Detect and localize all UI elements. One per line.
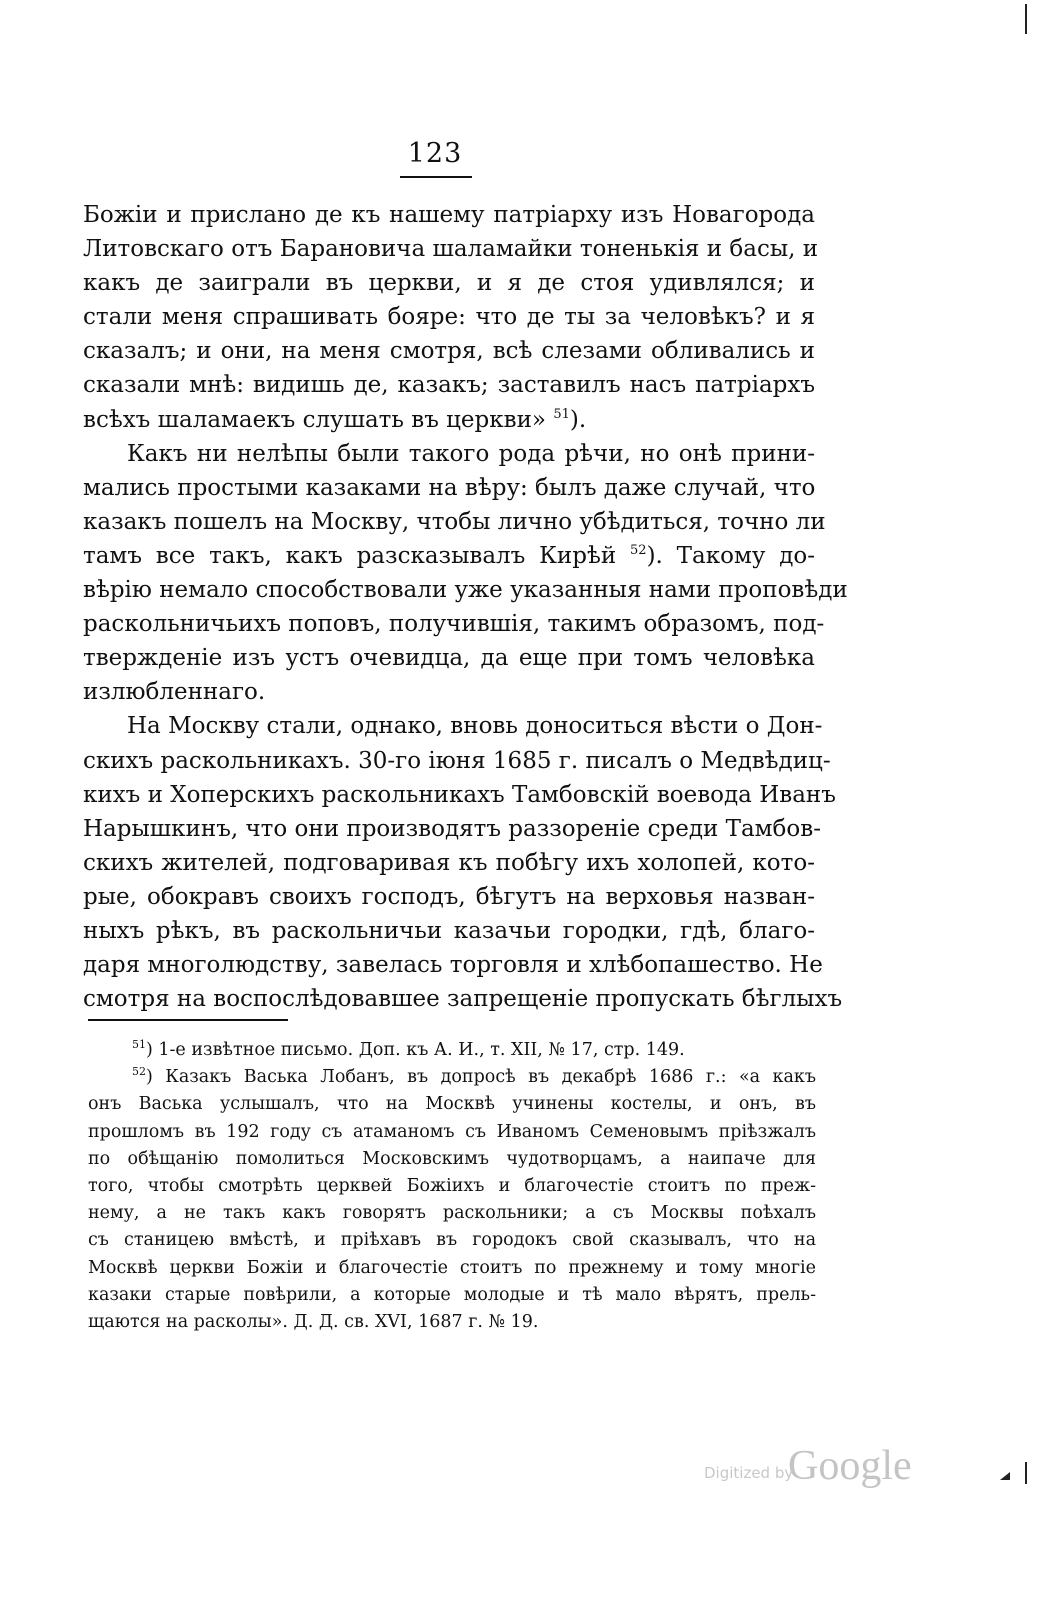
google-watermark <box>700 1442 920 1492</box>
footnote-marker: 51 <box>132 1038 146 1051</box>
footnote-line: онъ Васька услышалъ, что на Москвѣ учинены костелы, и онъ, въ <box>88 1094 816 1115</box>
text-fragment: ). <box>569 406 587 433</box>
footnote-line: того, чтобы смотрѣть церквей Божіихъ и благочестіе стоитъ по преж- <box>88 1175 816 1196</box>
footnote-rule <box>88 1019 288 1021</box>
footnote-line: нему, а не такъ какъ говорятъ раскольники; а съ Москвы поѣхалъ <box>88 1203 816 1224</box>
text-line: смотря на воспослѣдовавшее запрещеніе пропускать бѣглыхъ <box>83 986 843 1013</box>
text-line: скихъ раскольникахъ. 30-го іюня 1685 г. писалъ о Медвѣдиц- <box>83 747 831 774</box>
text-line: излюбленнаго. <box>83 679 266 706</box>
google-logo: Google <box>788 1443 912 1489</box>
text-line: вѣрію немало способствовали уже указанныя нами проповѣди <box>83 577 848 604</box>
text-line: сказалъ; и они, на меня смотря, всѣ слезами обливались и <box>83 338 815 365</box>
watermark-prefix: Digitized by <box>704 1464 794 1482</box>
footnote-ref: 52 <box>630 542 647 558</box>
footnote-ref: 51 <box>553 406 570 422</box>
text-line: казакъ пошелъ на Москву, чтобы лично убѣдиться, точно ли <box>83 508 826 535</box>
footnote-line: щаются на расколы». Д. Д. св. XVI, 1687 г. № 19. <box>88 1311 539 1332</box>
text-fragment: ). Такому до- <box>646 542 815 569</box>
text-line: рые, обокравъ своихъ господъ, бѣгутъ на верховья назван- <box>83 883 815 910</box>
footnote-line <box>88 1064 816 1091</box>
footnote-line <box>88 1037 816 1064</box>
text-line: твержденіе изъ устъ очевидца, да еще при томъ человѣка <box>83 645 815 672</box>
footnote-line: Москвѣ церкви Божіи и благочестіе стоитъ по прежнему и тому многіе <box>88 1257 816 1278</box>
text-line: Какъ ни нелѣпы были такого рода рѣчи, но онѣ прини- <box>127 440 815 467</box>
text-line <box>83 403 815 437</box>
text-line: стали меня спрашивать бояре: что де ты за человѣкъ? и я <box>83 304 815 331</box>
page-number-rule <box>400 176 472 178</box>
footnote-line: казаки старые повѣрили, а которые молодые и тѣ мало вѣрятъ, прель- <box>88 1284 816 1305</box>
text-line: На Москву стали, однако, вновь доноситься вѣсти о Дон- <box>127 713 823 740</box>
footnote-line: съ станицею вмѣстѣ, и пріѣхавъ въ городокъ свой сказывалъ, что на <box>88 1230 816 1251</box>
paragraph <box>83 198 819 437</box>
text-line: Божіи и прислано де къ нашему патріарху изъ Новагорода <box>83 202 815 228</box>
paragraph <box>83 437 848 710</box>
text-line: скихъ жителей, подговаривая къ побѣгу ихъ холопей, кото- <box>83 849 815 876</box>
text-line: сказали мнѣ: видишь де, казакъ; заставилъ насъ патріархъ <box>83 372 815 399</box>
text-line <box>83 539 815 573</box>
text-line: ныхъ рѣкъ, въ раскольничьи казачьи городки, гдѣ, благо- <box>83 917 815 944</box>
footnote-line: по обѣщанію помолиться Московскимъ чудотворцамъ, а наипаче для <box>88 1148 816 1169</box>
text-line: мались простыми казаками на вѣру: былъ даже случай, что <box>83 474 816 501</box>
footnote-line: прошломъ въ 192 году съ атаманомъ съ Иваномъ Семеновымъ пріѣзжалъ <box>88 1121 816 1142</box>
text-line: Нарышкинъ, что они производятъ раззореніе среди Тамбов- <box>83 815 821 842</box>
text-line: кихъ и Хоперскихъ раскольникахъ Тамбовскій воевода Иванъ <box>83 781 836 808</box>
text-fragment: ) Казакъ Васька Лобанъ, въ допросѣ въ декабрѣ 1686 г.: «а какъ <box>146 1067 816 1088</box>
footnote-marker: 52 <box>132 1065 146 1079</box>
text-line: даря многолюдству, завелась торговля и хлѣбопашество. Не <box>83 952 823 979</box>
text-line: раскольничьихъ поповъ, получившія, такимъ образомъ, под- <box>83 611 825 638</box>
text-line: Литовскаго отъ Барановича шаламайки тоненькія и басы, и <box>83 236 819 263</box>
text-fragment: всѣхъ шаламаекъ слушать въ церкви» <box>83 406 546 433</box>
footnotes <box>88 1037 816 1336</box>
text-fragment: тамъ все такъ, какъ разсказывалъ Кирѣй <box>83 542 617 569</box>
text-fragment: ) 1-е извѣтное письмо. Доп. къ А. И., т. XII, № 17, стр. 149. <box>146 1040 685 1060</box>
page-number: 123 <box>407 138 463 169</box>
scan-edge-mark <box>1025 1462 1027 1484</box>
scan-edge-mark <box>1000 1472 1010 1480</box>
scan-edge-mark <box>1025 4 1027 34</box>
paragraph <box>83 709 843 1016</box>
text-line: какъ де заиграли въ церкви, и я де стоя удивлялся; и <box>83 270 815 297</box>
body-text <box>83 198 848 1016</box>
